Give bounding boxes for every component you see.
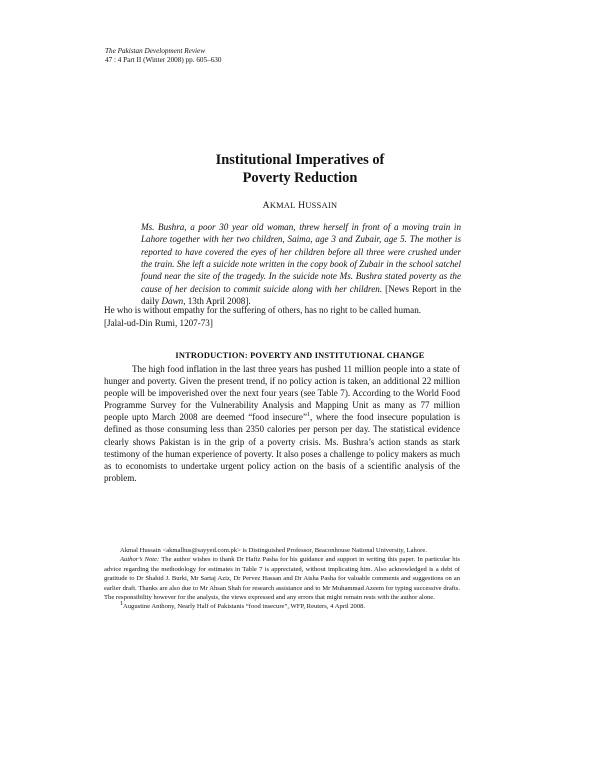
- footnotes: [104, 546, 460, 612]
- author-affiliation: Akmal Hussain <akmalhus@sayyed.com.pk> is Distinguished Professor, Beaconhouse National University, Lahore.: [120, 547, 427, 554]
- author-first-initial: A: [262, 200, 270, 211]
- footnote-reference: 1: [306, 412, 310, 419]
- journal-issue-info: 47 : 4 Part II (Winter 2008) pp. 605–630: [105, 56, 222, 65]
- author-note-text: The author wishes to thank Dr Hafiz Pasha for his guidance and support in writing this paper. In particular his advice regarding the methodology for estimates in Table 7 is appreciated, without implicating him. Also acknowledged is a debt of gratitude to Dr Shahid J. Burki, Mr Sartaj Aziz, Dr Pervez Hassan and Dr Aisha Pasha for valuable comments and suggestions on an earlier draft. Thanks are also due to Mr Ahsan Shah for research assistance and to Mr Muhammad Azeem for typing successive drafts. The responsibility however for the analysis, the views expressed and any errors that might remain rests with the author alone.: [104, 556, 460, 602]
- quote-text: He who is without empathy for the suffering of others, has no right to be called human.: [104, 305, 422, 315]
- footnote-1-mark: 1: [120, 601, 123, 608]
- quote-attribution: [Jalal-ud-Din Rumi, 1207-73]: [104, 317, 213, 328]
- body-paragraph: [104, 363, 460, 484]
- author-last-rest: USSAIN: [305, 201, 338, 210]
- author-note-label: Author’s Note:: [120, 556, 160, 564]
- epigraph-source-paper: Dawn: [161, 296, 184, 307]
- journal-name: The Pakistan Development Review: [105, 47, 205, 55]
- footnote-1-text: Augustine Anthony, Nearly Half of Pakistanis “food insecure”, WFP, Reuters, 4 April 2008.: [123, 603, 366, 611]
- epigraph-source-suffix: , 13th April 2008].: [183, 296, 251, 307]
- author-last-initial: H: [298, 200, 306, 211]
- paper-title: [0, 151, 600, 187]
- rumi-quote: [104, 304, 462, 329]
- section-heading: INTRODUCTION: POVERTY AND INSTITUTIONAL CHANGE: [175, 351, 425, 360]
- body-text-part-1: The high food inflation in the last three years has pushed 11 million people into a state of hunger and poverty. Given the present trend, if no policy action is taken, an additional 22 million people will be impoverished over the next four years (see Table 7). According to the World Food Programme Survey for the Vulnerability Analysis and Mapping Unit as many as 77 million people upto March 2008 are deemed “food insecure”: [104, 364, 460, 423]
- paper-title-line-2: Poverty Reduction: [242, 170, 358, 186]
- body-text-part-2: , where the food insecure population is defined as those consuming less than 2350 calories per person per day. The statistical evidence clearly shows Pakistan is in the grip of a poverty crisis. Ms. Bushra’s action stands as stark testimony of the human experience of poverty. It also poses a challenge to policy makers as much as to economists to undertake urgent policy action on the basis of a scientific analysis of the problem.: [104, 412, 460, 483]
- epigraph-text: Ms. Bushra, a poor 30 year old woman, threw herself in front of a moving train in Lahore together with her two children, Saima, age 3 and Zubair, age 5. The mother is reported to have covered the eyes of her children before all three were crushed under the train. She left a suicide note written in the copy book of Zubair in the school satchel found near the site of the tragedy. In the suicide note Ms. Bushra stated poverty as the cause of her decision to commit suicide along with her children.: [141, 222, 461, 294]
- epigraph-source-prefix: [News Report in the daily: [141, 283, 461, 307]
- author-name: [0, 200, 600, 211]
- footnote-1: [104, 602, 460, 611]
- author-first-rest: KMAL: [269, 201, 296, 210]
- epigraph: [141, 221, 461, 307]
- paper-title-line-1: Institutional Imperatives of: [215, 152, 385, 168]
- journal-header: [105, 47, 222, 66]
- author-note: [104, 555, 460, 602]
